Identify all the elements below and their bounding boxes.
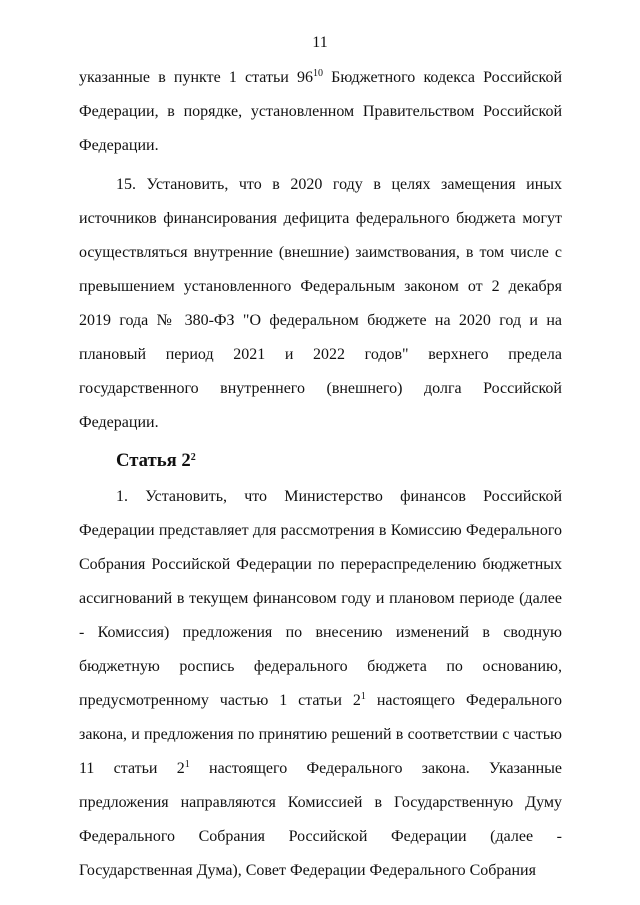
superscript: 10 [313,68,324,79]
article-heading-superscript: 2 [190,452,196,463]
paragraph-text: Бюджетного кодекса Российской Федерации, в порядке, установленном Правительством Российской Федерации. [79,69,563,154]
paragraph-text: указанные в пункте 1 статьи 96 [79,69,314,86]
superscript: 1 [184,759,190,770]
paragraph-continuation [79,61,562,163]
paragraph-text: 1. Установить, что Министерство финансов Российской Федерации представляет для рассмотрения в Комиссию Федерального Собрания Российской Федерации по перераспределению бюджетных ассигнований в текущем финансовом году и плановом периоде (далее - Комиссия) предложения по внесению изменений в сводную бюджетную роспись федерального бюджета по основанию, предусмотренному частью 1 статьи 2 [79,488,562,709]
paragraph-item-1 [79,480,562,888]
paragraph-item-15: 15. Установить, что в 2020 году в целях замещения иных источников финансирования дефицита федерального бюджета могут осуществляться внутренние (внешние) заимствования, в том числе с превышением установленного Федеральным законом от 2 декабря 2019 года № 380-ФЗ "О федеральном бюджете на 2020 год и на плановый период 2021 и 2022 годов" верхнего предела государственного внутреннего (внешнего) долга Российской Федерации. [79,176,562,431]
superscript: 1 [360,691,366,702]
article-heading-text: Статья 2 [116,450,191,471]
page-number: 11 [312,34,328,51]
paragraph-text: настоящего Федерального закона, и предложения по принятию решений в соответствии с частью 11 статьи 2 [79,692,562,777]
article-heading [79,444,562,478]
paragraph-text: настоящего Федерального закона. Указанные предложения направляются Комиссией в Государственную Думу Федерального Собрания Российской Федерации (далее - Государственная Дума), Совет Федерации Федерального Собрания [79,760,562,879]
document-body [79,61,562,888]
